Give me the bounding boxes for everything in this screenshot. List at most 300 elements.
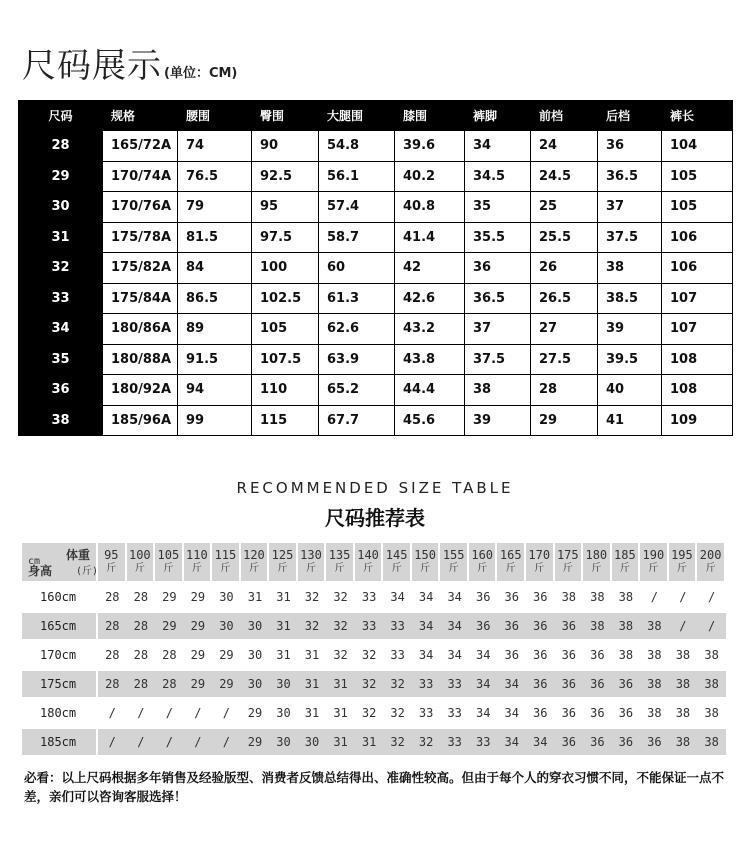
size-cell: 34 <box>497 726 526 755</box>
table-cell: 65.2 <box>319 375 395 406</box>
table-row <box>19 253 733 284</box>
table-cell: 40 <box>598 375 662 406</box>
weight-value: 100 <box>128 548 151 562</box>
col-header: 裤脚 <box>465 101 531 131</box>
table-cell: 108 <box>662 344 733 375</box>
table-cell: 34 <box>465 131 531 162</box>
size-cell: 36 <box>583 697 612 726</box>
size-cell: 30 <box>241 610 270 639</box>
table-cell: 43.2 <box>395 314 465 345</box>
table-cell: 45.6 <box>395 405 465 436</box>
weight-value: 115 <box>214 548 237 562</box>
size-cell: 34 <box>469 639 498 668</box>
table-cell: 74 <box>178 131 252 162</box>
size-cell: 34 <box>412 581 441 610</box>
table-cell: 99 <box>178 405 252 436</box>
weight-value: 95 <box>104 548 119 562</box>
table-cell: 175/84A <box>103 283 178 314</box>
size-cell: 32 <box>355 697 384 726</box>
size-table-header <box>19 101 733 131</box>
size-cell: / <box>640 581 669 610</box>
size-cell: 34 <box>497 697 526 726</box>
height-cell: 170cm <box>22 639 98 668</box>
table-cell: 39.6 <box>395 131 465 162</box>
size-cell: 34 <box>469 697 498 726</box>
size-cell: 38 <box>669 668 698 697</box>
table-cell: 36 <box>598 131 662 162</box>
size-cell: 29 <box>184 639 213 668</box>
table-cell: 86.5 <box>178 283 252 314</box>
size-cell: 33 <box>469 726 498 755</box>
col-header: 臀围 <box>252 101 319 131</box>
size-cell: 28 <box>155 639 184 668</box>
size-cell: 34 <box>440 610 469 639</box>
size-cell: 29 <box>184 581 213 610</box>
weight-header <box>612 543 641 581</box>
size-cell: 28 <box>127 610 156 639</box>
size-cell: 36 <box>583 639 612 668</box>
col-header: 规格 <box>103 101 178 131</box>
weight-header <box>497 543 526 581</box>
size-cell: 33 <box>412 668 441 697</box>
table-cell: 38 <box>465 375 531 406</box>
weight-header <box>440 543 469 581</box>
weight-header <box>127 543 156 581</box>
table-cell: 115 <box>252 405 319 436</box>
table-cell: 40.2 <box>395 161 465 192</box>
table-cell: 28 <box>531 375 598 406</box>
size-cell: 28 <box>98 610 127 639</box>
weight-value: 135 <box>328 548 351 562</box>
size-cell: 33 <box>355 581 384 610</box>
table-cell: 91.5 <box>178 344 252 375</box>
table-cell: 180/86A <box>103 314 178 345</box>
table-cell: 105 <box>252 314 319 345</box>
size-cell: 36 <box>612 697 641 726</box>
table-cell: 36.5 <box>465 283 531 314</box>
size-cell: 36 <box>526 581 555 610</box>
table-cell: 36 <box>465 253 531 284</box>
size-cell: 38 <box>640 639 669 668</box>
size-cell: / <box>98 697 127 726</box>
size-cell: 33 <box>440 697 469 726</box>
col-header: 后档 <box>598 101 662 131</box>
size-cell: 36 <box>555 639 584 668</box>
size-cell: 32 <box>383 697 412 726</box>
table-cell: 34.5 <box>465 161 531 192</box>
table-cell: 180/92A <box>103 375 178 406</box>
size-cell: 38 <box>612 610 641 639</box>
weight-unit: 斤 <box>619 563 630 574</box>
table-cell: 43.8 <box>395 344 465 375</box>
table-cell: 35 <box>465 192 531 223</box>
weight-header <box>98 543 127 581</box>
weight-unit: 斤 <box>676 563 687 574</box>
size-cell: 33 <box>383 639 412 668</box>
table-cell: 41 <box>598 405 662 436</box>
table-row <box>22 726 726 755</box>
size-cell: 31 <box>269 610 298 639</box>
table-cell: 106 <box>662 253 733 284</box>
size-cell: 34 <box>497 668 526 697</box>
weight-unit: 斤 <box>334 563 345 574</box>
size-cell: 36 <box>526 697 555 726</box>
table-cell: 89 <box>178 314 252 345</box>
weight-unit: 斤 <box>277 563 288 574</box>
recommend-table <box>22 543 726 755</box>
size-cell: 38 <box>669 726 698 755</box>
table-row <box>19 161 733 192</box>
weight-value: 200 <box>699 548 722 562</box>
size-cell: 38 <box>697 697 726 726</box>
weight-unit: 斤 <box>220 563 231 574</box>
size-cell: 38 <box>697 639 726 668</box>
table-cell: 27.5 <box>531 344 598 375</box>
size-cell: 31 <box>298 639 327 668</box>
size-cell: 28 <box>19 131 103 162</box>
size-cell: 36 <box>497 610 526 639</box>
table-cell: 26 <box>531 253 598 284</box>
table-cell: 105 <box>662 161 733 192</box>
weight-header <box>640 543 669 581</box>
table-cell: 107 <box>662 283 733 314</box>
table-row <box>19 375 733 406</box>
weight-value: 125 <box>271 548 294 562</box>
weight-unit: 斤 <box>705 563 716 574</box>
size-cell: 34 <box>412 639 441 668</box>
table-row <box>22 639 726 668</box>
size-cell: 29 <box>241 726 270 755</box>
size-cell: 28 <box>127 668 156 697</box>
table-row <box>19 131 733 162</box>
size-note: 必看：以上尺码根据多年销售及经验版型、消费者反馈总结得出、准确性较高。但由于每个人的穿衣习惯不同，不能保证一点不差，亲们可以咨询客服选择！ <box>24 770 725 804</box>
size-cell: 31 <box>326 697 355 726</box>
size-cell: 32 <box>355 668 384 697</box>
col-header: 前档 <box>531 101 598 131</box>
table-cell: 185/96A <box>103 405 178 436</box>
table-cell: 44.4 <box>395 375 465 406</box>
table-cell: 24.5 <box>531 161 598 192</box>
weight-value: 105 <box>157 548 180 562</box>
weight-value: 150 <box>414 548 436 562</box>
size-table <box>18 100 733 436</box>
table-row <box>19 344 733 375</box>
table-row <box>19 405 733 436</box>
table-cell: 97.5 <box>252 222 319 253</box>
unit-label: (单位：CM) <box>164 66 238 81</box>
size-cell: 32 <box>326 581 355 610</box>
weight-header <box>212 543 241 581</box>
size-cell: 33 <box>383 610 412 639</box>
size-cell: 34 <box>440 581 469 610</box>
table-cell: 102.5 <box>252 283 319 314</box>
table-cell: 37 <box>598 192 662 223</box>
size-cell: 36 <box>612 726 641 755</box>
size-cell: 36 <box>526 668 555 697</box>
weight-value: 160 <box>471 548 494 562</box>
table-cell: 38.5 <box>598 283 662 314</box>
weight-value: 185 <box>614 548 636 562</box>
size-cell: 29 <box>155 610 184 639</box>
corner-jin: (斤) <box>76 566 99 577</box>
table-cell: 39.5 <box>598 344 662 375</box>
weight-header <box>383 543 412 581</box>
size-cell: 29 <box>212 639 241 668</box>
table-cell: 106 <box>662 222 733 253</box>
size-cell: 36 <box>526 610 555 639</box>
size-cell: 33 <box>440 726 469 755</box>
size-cell: 36 <box>497 639 526 668</box>
weight-value: 155 <box>442 548 465 562</box>
size-cell: / <box>669 610 698 639</box>
size-cell: 32 <box>383 668 412 697</box>
table-cell: 25.5 <box>531 222 598 253</box>
size-cell: 36 <box>555 610 584 639</box>
table-cell: 25 <box>531 192 598 223</box>
size-cell: 36 <box>526 639 555 668</box>
table-row <box>22 697 726 726</box>
table-cell: 56.1 <box>319 161 395 192</box>
size-cell: 31 <box>326 668 355 697</box>
table-row <box>19 222 733 253</box>
col-header: 尺码 <box>19 101 103 131</box>
weight-value: 180 <box>585 548 608 562</box>
table-cell: 105 <box>662 192 733 223</box>
height-cell: 175cm <box>22 668 98 697</box>
size-cell: 30 <box>212 581 241 610</box>
page-title: 尺码展示 <box>22 46 162 86</box>
size-cell: 36 <box>19 375 103 406</box>
table-cell: 42.6 <box>395 283 465 314</box>
size-cell: 35 <box>19 344 103 375</box>
weight-unit: 斤 <box>134 563 145 574</box>
table-cell: 94 <box>178 375 252 406</box>
size-cell: / <box>155 697 184 726</box>
weight-value: 130 <box>300 548 322 562</box>
size-cell: 36 <box>555 726 584 755</box>
table-cell: 63.9 <box>319 344 395 375</box>
weight-value: 165 <box>499 548 522 562</box>
table-cell: 40.8 <box>395 192 465 223</box>
size-cell: 31 <box>19 222 103 253</box>
weight-unit: 斤 <box>191 563 202 574</box>
table-cell: 90 <box>252 131 319 162</box>
weight-value: 145 <box>385 548 408 562</box>
height-cell: 165cm <box>22 610 98 639</box>
table-row <box>22 610 726 639</box>
table-cell: 84 <box>178 253 252 284</box>
height-cell: 160cm <box>22 581 98 610</box>
size-cell: 29 <box>184 668 213 697</box>
table-cell: 57.4 <box>319 192 395 223</box>
weight-header <box>184 543 213 581</box>
size-cell: 34 <box>469 668 498 697</box>
size-cell: 30 <box>241 668 270 697</box>
weight-unit: 斤 <box>448 563 459 574</box>
size-cell: 30 <box>212 610 241 639</box>
table-cell: 107.5 <box>252 344 319 375</box>
weight-unit: 斤 <box>648 563 659 574</box>
weight-unit: 斤 <box>306 563 317 574</box>
size-cell: 36 <box>640 726 669 755</box>
table-cell: 37 <box>465 314 531 345</box>
size-cell: 31 <box>326 726 355 755</box>
size-cell: 30 <box>241 639 270 668</box>
size-cell: 33 <box>440 668 469 697</box>
size-cell: 28 <box>98 581 127 610</box>
size-cell: 38 <box>640 610 669 639</box>
size-cell: / <box>184 726 213 755</box>
weight-header <box>583 543 612 581</box>
size-cell: 38 <box>697 726 726 755</box>
size-cell: / <box>697 610 726 639</box>
size-cell: 38 <box>583 581 612 610</box>
size-cell: 29 <box>19 161 103 192</box>
weight-unit: 斤 <box>163 563 174 574</box>
table-row <box>22 581 726 610</box>
size-cell: 32 <box>383 726 412 755</box>
table-cell: 67.7 <box>319 405 395 436</box>
weight-value: 140 <box>357 548 379 562</box>
table-cell: 104 <box>662 131 733 162</box>
size-cell: 29 <box>241 697 270 726</box>
size-cell: / <box>212 726 241 755</box>
size-cell: 36 <box>555 668 584 697</box>
size-cell: 28 <box>155 668 184 697</box>
weight-unit: 斤 <box>562 563 573 574</box>
corner-height: 身高 <box>28 564 53 578</box>
size-cell: 30 <box>269 726 298 755</box>
size-cell: 32 <box>298 581 327 610</box>
size-cell: 38 <box>612 581 641 610</box>
size-cell: 38 <box>19 405 103 436</box>
table-cell: 42 <box>395 253 465 284</box>
table-cell: 29 <box>531 405 598 436</box>
weight-header <box>326 543 355 581</box>
size-cell: 33 <box>412 697 441 726</box>
weight-unit: 斤 <box>534 563 545 574</box>
height-cell: 185cm <box>22 726 98 755</box>
table-cell: 35.5 <box>465 222 531 253</box>
table-cell: 58.7 <box>319 222 395 253</box>
size-cell: 38 <box>669 639 698 668</box>
size-cell: 38 <box>640 697 669 726</box>
table-cell: 108 <box>662 375 733 406</box>
size-cell: 33 <box>19 283 103 314</box>
table-cell: 37.5 <box>598 222 662 253</box>
weight-header <box>697 543 726 581</box>
page-header <box>22 38 237 87</box>
table-cell: 41.4 <box>395 222 465 253</box>
size-cell: 29 <box>184 610 213 639</box>
weight-value: 110 <box>186 548 208 562</box>
weight-header <box>269 543 298 581</box>
table-cell: 92.5 <box>252 161 319 192</box>
table-cell: 26.5 <box>531 283 598 314</box>
size-cell: 34 <box>526 726 555 755</box>
table-row <box>19 283 733 314</box>
corner-cm: cm <box>28 556 41 567</box>
size-cell: / <box>184 697 213 726</box>
size-cell: 30 <box>19 192 103 223</box>
size-cell: / <box>697 581 726 610</box>
size-cell: 38 <box>612 639 641 668</box>
size-cell: 38 <box>583 610 612 639</box>
table-cell: 170/76A <box>103 192 178 223</box>
table-cell: 38 <box>598 253 662 284</box>
size-cell: 36 <box>497 581 526 610</box>
weight-unit: 斤 <box>391 563 402 574</box>
size-cell: 32 <box>326 639 355 668</box>
size-cell: 31 <box>269 581 298 610</box>
table-cell: 95 <box>252 192 319 223</box>
col-header: 腰围 <box>178 101 252 131</box>
table-cell: 109 <box>662 405 733 436</box>
size-cell: 38 <box>640 668 669 697</box>
weight-header <box>526 543 555 581</box>
size-cell: 31 <box>355 726 384 755</box>
size-cell: 30 <box>269 697 298 726</box>
weight-unit: 斤 <box>591 563 602 574</box>
size-cell: / <box>212 697 241 726</box>
table-cell: 81.5 <box>178 222 252 253</box>
size-cell: 36 <box>612 668 641 697</box>
size-cell: / <box>98 726 127 755</box>
size-cell: 34 <box>412 610 441 639</box>
weight-header <box>555 543 584 581</box>
size-cell: 28 <box>98 668 127 697</box>
size-cell: 28 <box>127 639 156 668</box>
table-cell: 107 <box>662 314 733 345</box>
weight-value: 175 <box>556 548 579 562</box>
col-header: 大腿围 <box>319 101 395 131</box>
size-cell: / <box>127 726 156 755</box>
size-cell: / <box>155 726 184 755</box>
table-cell: 27 <box>531 314 598 345</box>
size-cell: 30 <box>269 668 298 697</box>
table-cell: 60 <box>319 253 395 284</box>
table-cell: 100 <box>252 253 319 284</box>
size-cell: 31 <box>241 581 270 610</box>
table-row <box>19 192 733 223</box>
table-cell: 180/88A <box>103 344 178 375</box>
size-cell: 32 <box>412 726 441 755</box>
size-cell: 36 <box>469 581 498 610</box>
size-cell: 29 <box>155 581 184 610</box>
size-cell: / <box>127 697 156 726</box>
table-cell: 62.6 <box>319 314 395 345</box>
size-cell: 33 <box>355 610 384 639</box>
table-row <box>19 314 733 345</box>
weight-header <box>469 543 498 581</box>
col-header: 膝围 <box>395 101 465 131</box>
height-cell: 180cm <box>22 697 98 726</box>
size-cell: 30 <box>298 726 327 755</box>
table-cell: 24 <box>531 131 598 162</box>
size-cell: 36 <box>469 610 498 639</box>
recommend-table-header <box>22 543 726 581</box>
table-cell: 39 <box>598 314 662 345</box>
table-cell: 79 <box>178 192 252 223</box>
table-row <box>22 668 726 697</box>
table-cell: 37.5 <box>465 344 531 375</box>
size-cell: 32 <box>298 610 327 639</box>
weight-value: 195 <box>671 548 693 562</box>
weight-header <box>412 543 441 581</box>
weight-unit: 斤 <box>363 563 374 574</box>
weight-value: 120 <box>243 548 265 562</box>
size-cell: 38 <box>555 581 584 610</box>
